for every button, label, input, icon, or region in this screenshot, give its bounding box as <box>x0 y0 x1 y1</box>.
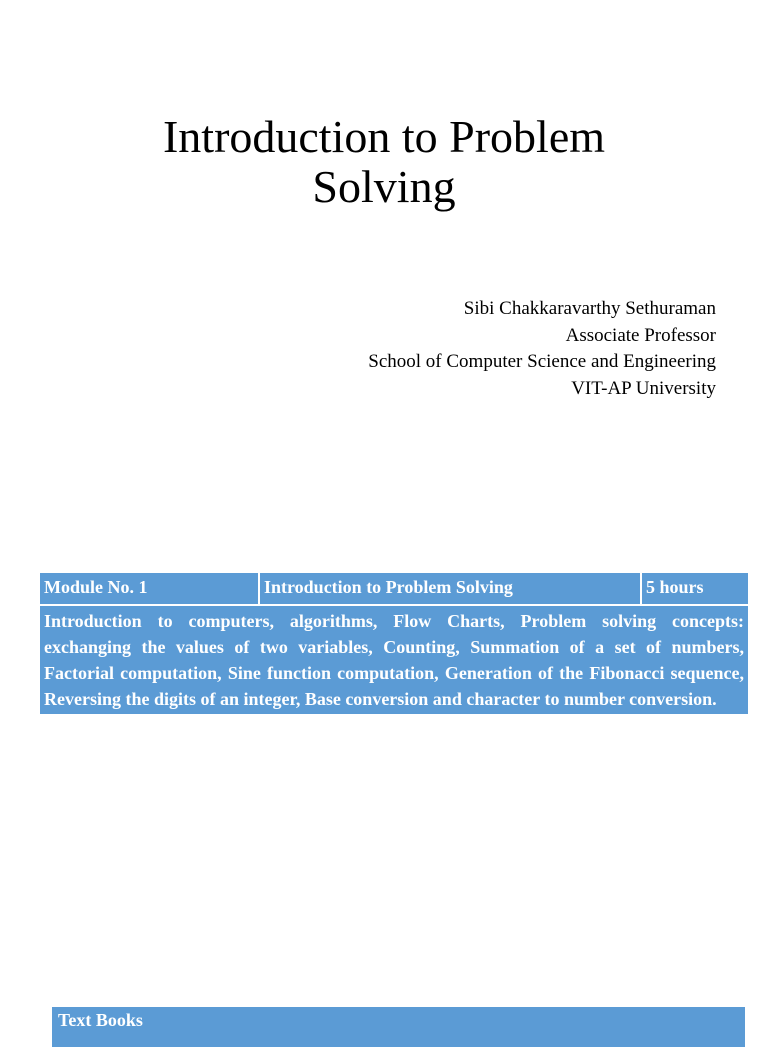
textbooks-header: Text Books <box>52 1007 745 1047</box>
module-number-cell: Module No. 1 <box>39 572 259 605</box>
module-description-cell <box>39 605 749 715</box>
module-header-row <box>39 572 749 605</box>
module-duration-cell: 5 hours <box>641 572 749 605</box>
title-line-1: Introduction to Problem <box>162 111 606 162</box>
module-description-row <box>39 605 749 715</box>
title-line-2: Solving <box>312 161 456 212</box>
module-description-text: Introduction to computers, algorithms, Flow Charts, Problem solving concepts: exchanging the values of two variables, Counting, Summation of a set of numbers, Factorial computation, Sine function computation, Generation of the Fibonacci sequence, Reversing the digits of an integer, Base conversion and character to number conversion. <box>44 611 744 709</box>
module-table <box>38 571 750 716</box>
author-block <box>368 296 716 402</box>
document-title <box>0 112 768 212</box>
author-name: Sibi Chakkaravarthy Sethuraman <box>463 298 716 319</box>
author-school: School of Computer Science and Engineering <box>368 351 716 372</box>
module-name-cell: Introduction to Problem Solving <box>259 572 641 605</box>
author-university: VIT-AP University <box>571 377 716 399</box>
author-position: Associate Professor <box>565 324 716 346</box>
